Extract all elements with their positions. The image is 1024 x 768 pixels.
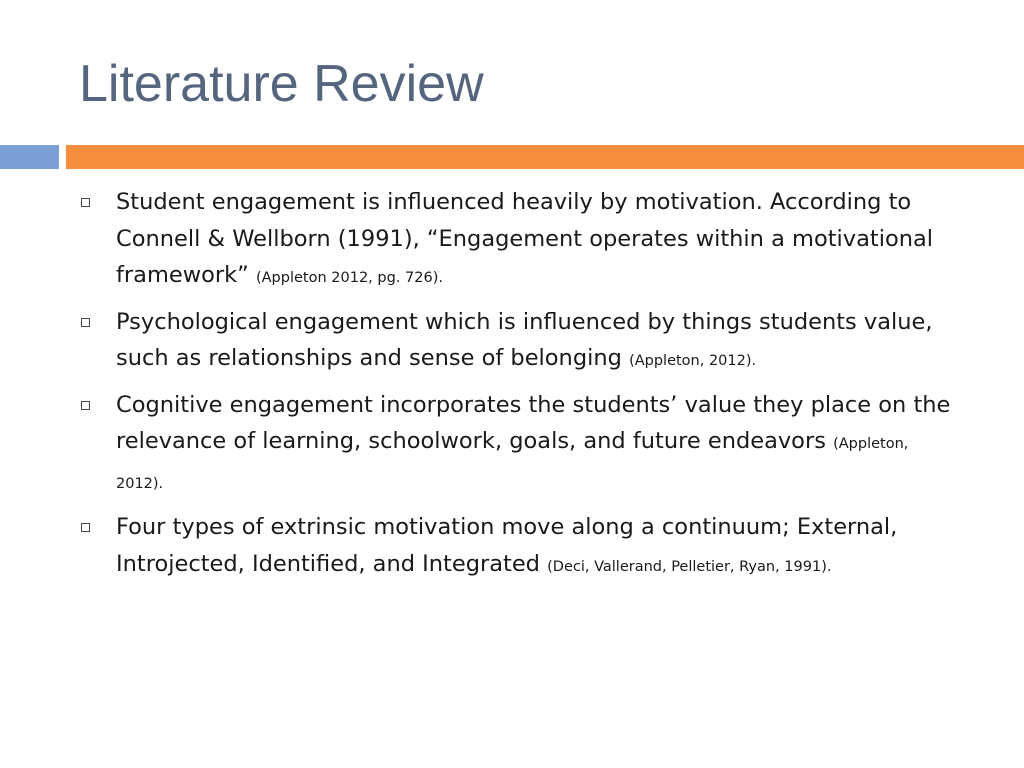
bullet-item	[78, 509, 958, 585]
hollow-square-icon	[81, 523, 90, 532]
bullet-item	[78, 387, 958, 503]
bullet-item	[78, 304, 958, 380]
bullet-citation: (Appleton, 2012).	[629, 353, 757, 369]
bullet-text: Four types of extrinsic motivation move along a continuum; External, Introjected, Identified, and Integrated	[116, 514, 898, 577]
bullet-text: Student engagement is influenced heavily by motivation. According to Connell & Wellborn (1991), “Engagement operates within a motivational framework”	[116, 189, 934, 288]
bullet-item	[78, 184, 958, 297]
bullet-citation: (Appleton 2012, pg. 726).	[255, 270, 443, 286]
accent-bar-blue	[0, 145, 59, 169]
bullet-list	[78, 184, 958, 592]
bullet-citation: (Appleton, 2012).	[116, 436, 909, 492]
slide-title: Literature Review	[79, 55, 484, 113]
accent-bar-orange	[66, 145, 1024, 169]
hollow-square-icon	[81, 318, 90, 327]
bullet-citation: (Deci, Vallerand, Pelletier, Ryan, 1991).	[547, 558, 832, 575]
bullet-text: Psychological engagement which is influenced by things students value, such as relationships and sense of belonging	[116, 308, 933, 371]
hollow-square-icon	[81, 198, 90, 207]
hollow-square-icon	[81, 401, 90, 410]
bullet-text: Cognitive engagement incorporates the students’ value they place on the relevance of learning, schoolwork, goals, and future endeavors	[116, 391, 951, 454]
